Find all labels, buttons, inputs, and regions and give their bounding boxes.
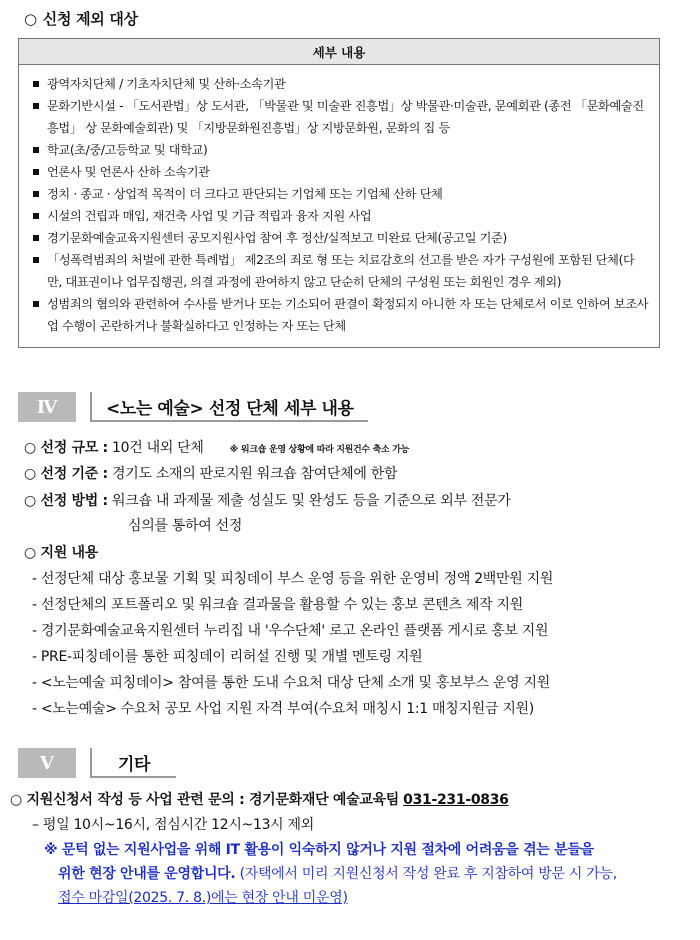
table-body [19,65,660,348]
onsite-note-3: 접수 마감일(2025. 7. 8.)에는 현장 안내 미운영) [58,890,348,906]
section5-numeral: Ⅴ [18,748,76,778]
contact-prefix: 지원신청서 작성 등 사업 관련 문의 : 경기문화재단 예술교육팀 [26,792,399,808]
table-header: 세부 내용 [19,39,660,65]
support-title: 지원 내용 [40,545,98,561]
section4-numeral: Ⅳ [18,392,76,422]
exclusion-table [18,38,660,348]
scale-label: 선정 규모 : [40,440,108,456]
scale-value: 10건 내외 단체 [112,440,204,456]
list-item: 경기문화예술교육지원센터 공모지원사업 참여 후 정산/실적보고 미완료 단체(공고일 기준) [31,227,649,249]
method-label: 선정 방법 : [40,493,108,509]
list-item: 정치 · 종교 · 상업적 목적이 더 크다고 판단되는 기업체 또는 기업체 산하 단체 [31,183,649,205]
section4-header [18,392,368,422]
criteria-value: 경기도 소재의 판로지원 워크숍 참여단체에 한함 [112,466,398,482]
list-item: 문화기반시설 - 「도서관법」상 도서관, 「박물관 및 미술관 진흥법」상 박물관·미술관, 문예회관 (종전 「문화예술진흥법」 상 문화예술회관) 및 「지방문화원진흥법」상 지방문화원, 문화의 집 등 [31,95,649,139]
selection-method: ○ 선정 방법 : 워크숍 내 과제물 제출 성실도 및 완성도 등을 기준으로 외부 전문가 [24,493,511,509]
section4-title: <노는 예술> 선정 단체 세부 내용 [90,392,368,422]
contact-phone: 031-231-0836 [403,792,509,808]
method-value: 워크숍 내 과제물 제출 성실도 및 완성도 등을 기준으로 외부 전문가 [112,493,511,509]
circle-marker-icon: ○ [24,10,37,28]
support-item: - PRE-피칭데이를 통한 피칭데이 리허설 진행 및 개별 멘토링 지원 [32,649,423,665]
support-heading: ○ 지원 내용 [24,545,98,561]
support-item: - 선정단체의 포트폴리오 및 워크숍 결과물을 활용할 수 있는 홍보 콘텐츠 제작 지원 [32,597,523,613]
list-item: 「성폭력범죄의 처벌에 관한 특례법」 제2조의 죄로 형 또는 치료감호의 선고를 받은 자가 구성원에 포함된 단체(다만, 대표권이나 업무집행권, 의결 과정에 관여하지 않고 단순히 단체의 구성원 또는 회원인 경우 제외) [31,249,649,293]
scale-note: ※ 워크숍 운영 상황에 따라 지원건수 축소 가능 [229,445,410,455]
exclusion-heading [24,8,138,29]
list-item: 광역자치단체 / 기초자치단체 및 산하·소속기관 [31,73,649,95]
onsite-note-bold: 위한 현장 안내를 운영합니다. [58,866,236,882]
office-hours: – 평일 10시~16시, 점심시간 12시~13시 제외 [32,817,315,833]
section5-header [18,748,176,778]
criteria-label: 선정 기준 : [40,466,108,482]
onsite-note-1: ※ 문턱 없는 지원사업을 위해 IT 활용이 익숙하지 않거나 지원 절차에 어려움을 겪는 분들을 [44,842,594,858]
contact-line: ○ 지원신청서 작성 등 사업 관련 문의 : 경기문화재단 예술교육팀 031-231-0836 [10,792,509,808]
selection-criteria: ○ 선정 기준 : 경기도 소재의 판로지원 워크숍 참여단체에 한함 [24,466,398,482]
section5-title: 기타 [90,748,176,778]
list-item: 성범죄의 혐의와 관련하여 수사를 받거나 또는 기소되어 판결이 확정되지 아니한 자 또는 단체로서 이로 인하여 보조사업 수행이 곤란하거나 불확실하다고 인정하는 자 또는 단체 [31,293,649,337]
support-item: - 경기문화예술교육지원센터 누리집 내 '우수단체' 로고 온라인 플랫폼 게시로 홍보 지원 [32,623,549,639]
onsite-note-2 [58,864,617,884]
selection-scale: ○ 선정 규모 : 10건 내외 단체 ※ 워크숍 운영 상황에 따라 지원건수 축소 가능 [24,440,410,456]
list-item: 언론사 및 언론사 산하 소속기관 [31,161,649,183]
support-item: - 선정단체 대상 홍보물 기획 및 피칭데이 부스 운영 등을 위한 운영비 정액 2백만원 지원 [32,571,554,587]
list-item: 학교(초/중/고등학교 및 대학교) [31,139,649,161]
support-item: - <노는예술> 수요처 공모 사업 지원 자격 부여(수요처 매칭시 1:1 매칭지원금 지원) [32,701,534,717]
exclusion-title: 신청 제외 대상 [42,10,138,28]
onsite-note-normal: (자택에서 미리 지원신청서 작성 완료 후 지참하여 방문 시 가능, [235,866,617,882]
exclusion-list [31,73,649,337]
method-value-cont: 심의를 통하여 선정 [128,518,243,534]
support-item: - <노는예술 피칭데이> 참여를 통한 도내 수요처 대상 단체 소개 및 홍보부스 운영 지원 [32,675,550,691]
list-item: 시설의 건립과 매입, 재건축 사업 및 기금 적립과 융자 지원 사업 [31,205,649,227]
